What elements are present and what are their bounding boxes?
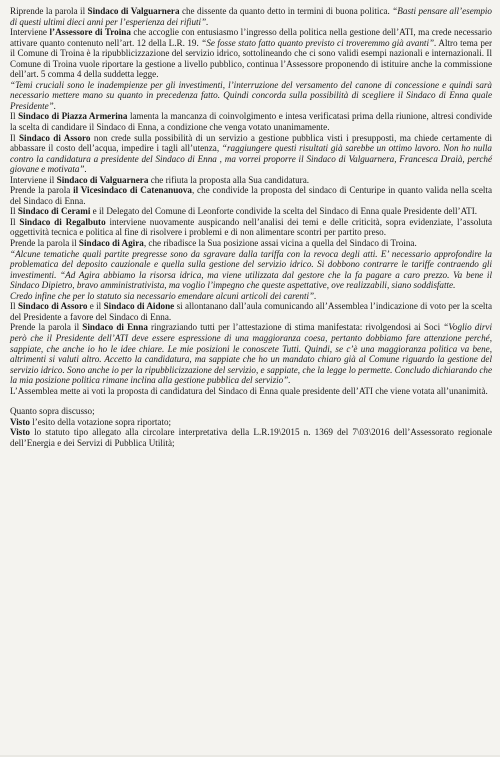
bold-text: Visto [10, 416, 30, 427]
body-text: Il [10, 301, 18, 312]
body-text: l’esito della votazione sopra riportato; [29, 416, 172, 427]
body-text: Prende la parola [10, 185, 74, 196]
para-agira-quote-2 [10, 291, 492, 302]
para-enna [10, 322, 492, 385]
body-text: Interviene [10, 27, 50, 38]
body-text: non crede sulla possibilità di un servizio a gestione pubblica visti i presupposti, ma chiede certamente di abbassare il costo dell’acqua, impedire i tagli all’utenza, [10, 132, 492, 154]
body-text: Il [10, 111, 19, 122]
body-text: Il [10, 132, 19, 143]
italic-quote: “Voglio dirvi però che il Presidente dell’ATI deve essere espressione di una maggioranza coesa, pertanto dobbiamo fare attenzione perché, sappiate, che anche io ho le idee chiare. Le mie posizioni le conoscete Tutti. Quindi, se c’è una maggioranza politica va bene, altrimenti si valuti altro. Accetto la candidatura, ma sappiate che ho un mandato chiaro già al Comune riguardo la gestione del servizio idrico. Sono anche io per la ripubblicizzazione del servizio, e sappiate, che la legge lo permette. Concludo dichiarando che la mia posizione politica rimane inclina alla gestione pubblica del servizio”. [10, 322, 493, 386]
italic-quote: “Se fosse stato fatto quanto previsto ci troveremmo già avanti”. [201, 37, 437, 48]
body-text: Interviene il [10, 174, 57, 185]
bold-text: Sindaco di Piazza Armerina [18, 111, 128, 122]
italic-quote: “raggiungere questi risultati già sarebbe un ottimo lavoro. Non ho nulla contro la candidatura a presidente del Sindaco di Enna , ma vorrei proporre il Sindaco di Valguarnera, Francesca Draià, perché giovane e motivata”. [10, 143, 492, 175]
body-text: lo statuto tipo allegato alla circolare interpretativa della L.R.19\2015 n. 1369 del 7\03\2016 dell’Assessorato regionale dell’Energia e dei Servizi di Pubblica Utilità; [10, 427, 492, 448]
bold-text: Visto [10, 427, 30, 438]
para-valguarnera-1 [10, 6, 492, 27]
para-troina-quote [10, 80, 492, 112]
bold-text: il Vicesindaco di Catenanuova [73, 185, 192, 196]
body-text: e il Delegato del Comune di Leonforte condivide la scelta del Sindaco di Enna quale Presidente dell’ATI. [90, 206, 478, 217]
italic-quote: “Basti pensare all’esempio di questi ultimi dieci anni per l’esperienza dei rifiuti”. [10, 6, 492, 27]
bold-text: Sindaco di Valguarnera [56, 174, 149, 185]
body-text: che rifiuta la proposta alla Sua candidatura. [148, 174, 310, 185]
body-text: interviene nuovamente auspicando nell’analisi dei temi e delle criticità, sopra evidenziate, l’assoluta oggettività tecnica e politica al fine di risolvere i problemi e di non alimentare scontri per partito preso. [10, 216, 492, 238]
bold-text: Sindaco di Cerami [17, 206, 91, 217]
italic-quote: “Temi cruciali sono le inadempienze per gli investimenti, l’interruzione del versamento del canone di concessione e quindi sarà necessario mettere mano su quanto in precedenza fatto. Quindi concorda sulla possibilità di scegliere il Sindaco di Enna quale Presidente”. [10, 79, 492, 111]
para-assemblea [10, 386, 492, 397]
bold-text: Sindaco di Agira [78, 238, 144, 249]
bold-text: Sindaco di Assoro [17, 301, 88, 312]
italic-quote: Credo infine che per lo statuto sia necessario emendare alcuni articoli dei carenti”. [10, 290, 317, 301]
bold-text: Sindaco di Aidone [103, 301, 175, 312]
body-text: L’Assemblea mette ai voti la proposta di candidatura del Sindaco di Enna quale presidente dell’ATI che viene votata all’unanimità. [10, 385, 488, 396]
para-visto-1 [10, 417, 492, 428]
body-text: Prende la parola il [10, 322, 83, 333]
body-text: Quanto sopra discusso; [10, 406, 95, 417]
body-text: Prende la parola il [10, 238, 79, 249]
body-text: Riprende la parola il [10, 6, 88, 16]
body-text: e il [87, 301, 104, 312]
para-troina-1 [10, 27, 492, 80]
body-text: ringraziando tutti per l’attestazione di stima manifestata: rivolgendosi ai Soci [147, 322, 444, 333]
body-text: , che ribadisce la Sua posizione assai vicina a quella del Sindaco di Troina. [143, 238, 417, 249]
body-text: si allontanano dall’aula comunicando all’Assemblea l’indicazione di voto per la scelta del Presidente a favore del Sindaco di Enna. [10, 301, 492, 322]
para-quanto-sopra [10, 406, 492, 417]
para-cerami [10, 206, 492, 217]
para-catenanuova [10, 185, 492, 206]
para-piazza-armerina [10, 111, 492, 132]
para-valguarnera-2 [10, 175, 492, 186]
body-text: Il [10, 216, 20, 227]
body-text: che accoglie con entusiasmo l’ingresso della politica nella gestione dell’ATI, ma crede necessario attivare quanto contenuto nell’art. 12 della L.R. 19. [10, 27, 492, 48]
body-text: , che condivide la proposta del sindaco di Centuripe in quanto valida nella scelta del Sindaco di Enna. [10, 185, 492, 206]
para-assoro-1 [10, 133, 492, 175]
bold-text: l’Assessore di Troina [49, 27, 131, 38]
body-text: lamenta la mancanza di coinvolgimento e intesa verificatasi prima della riunione, altresi condivide la scelta di candidare il Sindaco di Enna, a condizione che venga votato unanimamente. [10, 111, 493, 133]
body-text: Altro tema per il Comune di Troina è la ripubblicizzazione del servizio idrico, sottolineando che ci sono validi esempi nazionali e internazionali. Il Comune di Troina vuole riportare la gestione a livello pubblico, continua l’Assessore proponendo di istituire anche la commissione dell’art. 5 comma 4 della suddetta legge. [10, 37, 492, 80]
italic-quote: “Alcune tematiche quali partite pregresse sono da sgravare dalla tariffa con la revoca degli atti. E’ necessario approfondire la problematica del deposito cauzionale e quella sulla gestione del servizio idrico. Si dobbono contrarre le tariffe contraendo gli investimenti. “Ad Agira abbiamo la risorsa idrica, ma viene utilizzata dal gestore che la fa pagare a caro prezzo. Va bene il Sindaco Dipietro, bravo amministrativista, ma voglio l’impegno che queste aspettative, ove realizzabili, siano soddisfatte. [10, 248, 492, 291]
body-text: Il [10, 206, 18, 217]
para-regalbuto [10, 217, 492, 238]
para-agira [10, 238, 492, 249]
para-agira-quote [10, 249, 492, 291]
bold-text: Sindaco di Enna [82, 322, 148, 333]
bold-text: Sindaco di Assoro [18, 132, 91, 143]
bold-text: Sindaco di Regalbuto [19, 216, 106, 227]
bold-text: Sindaco di Valguarnera [87, 6, 180, 16]
paragraph-spacer [10, 396, 492, 406]
body-text: che dissente da quanto detto in termini di buona politica. [179, 6, 393, 16]
para-assoro-aidone [10, 301, 492, 322]
para-visto-2 [10, 427, 492, 448]
